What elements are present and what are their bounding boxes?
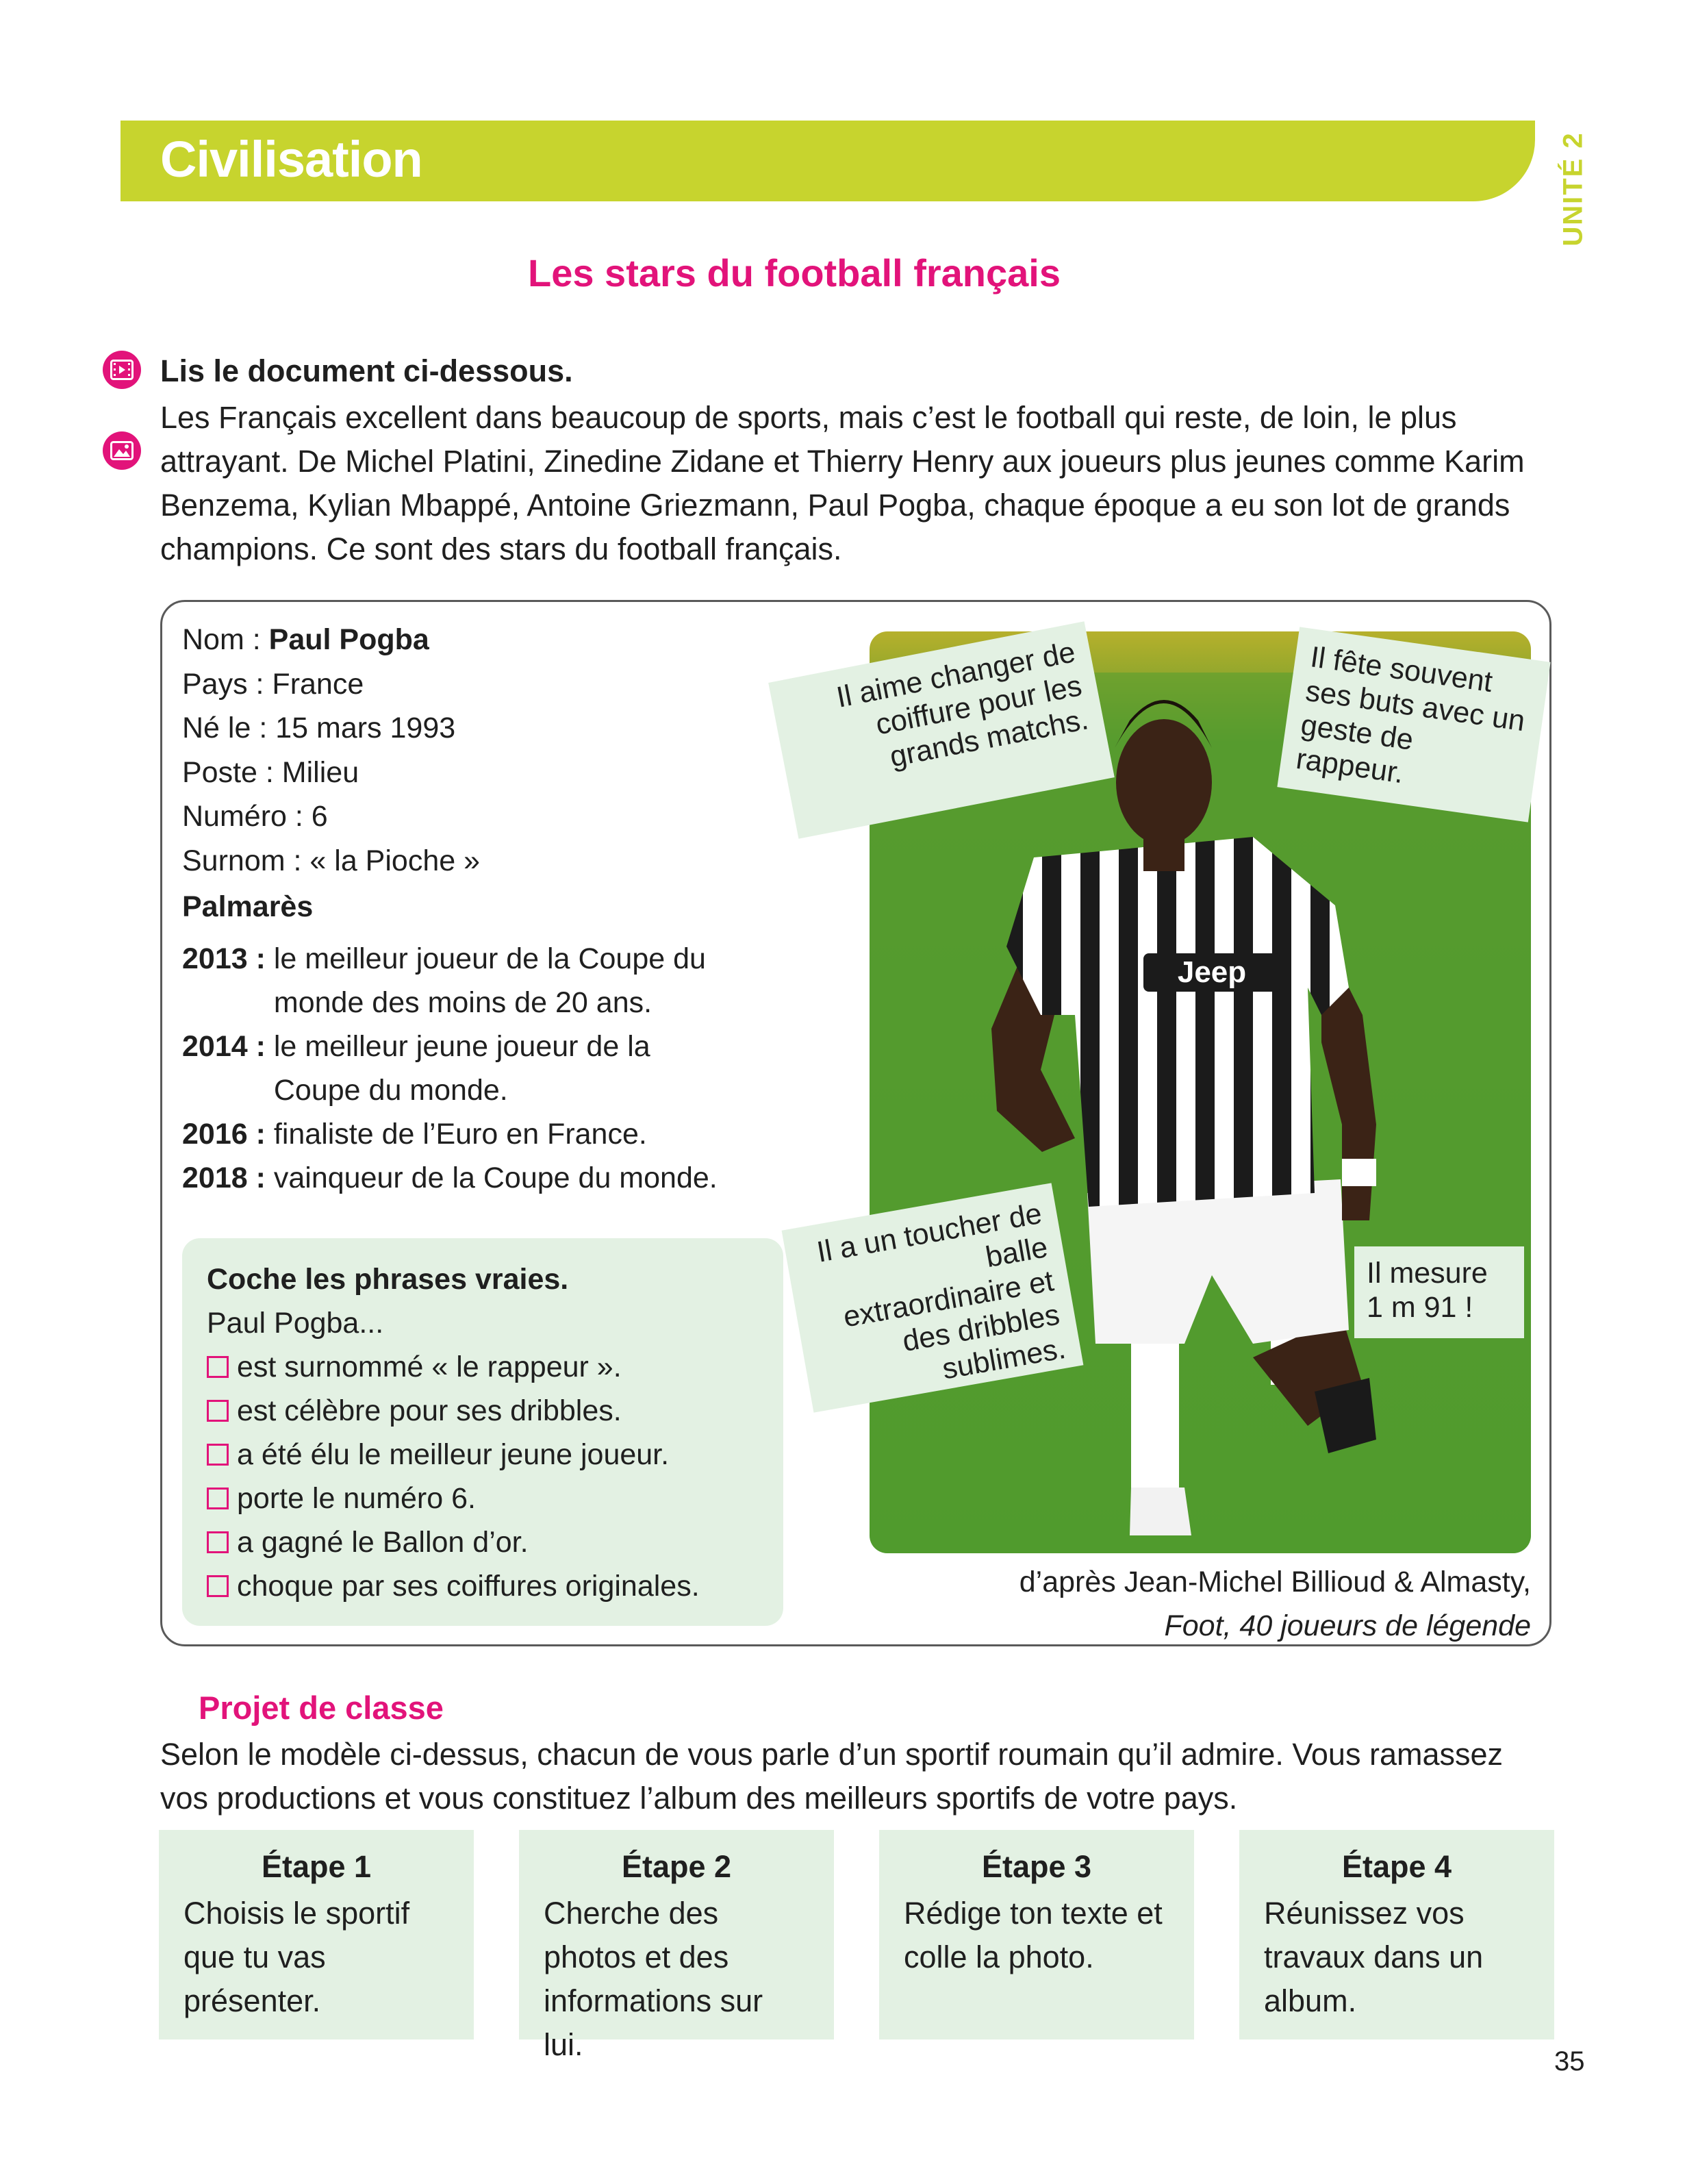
step-text: Rédige ton texte et colle la photo. bbox=[904, 1896, 1163, 1974]
credit-line-2: Foot, 40 joueurs de légende bbox=[1164, 1609, 1531, 1642]
palmares-year: 2016 : bbox=[182, 1118, 274, 1151]
step-box bbox=[519, 1830, 834, 2062]
step-box bbox=[159, 1830, 474, 2039]
palmares-year: 2014 : bbox=[182, 1030, 274, 1063]
profile-name bbox=[182, 618, 480, 662]
checkbox[interactable] bbox=[207, 1575, 229, 1597]
step-title: Étape 4 bbox=[1341, 1849, 1452, 1884]
palmares-year: 2018 : bbox=[182, 1162, 274, 1194]
step-box bbox=[1239, 1830, 1554, 2039]
checkbox[interactable] bbox=[207, 1531, 229, 1553]
checkbox[interactable] bbox=[207, 1356, 229, 1378]
caption-bubble: Il fête souvent ses buts avec un geste de rappeur. bbox=[1277, 627, 1550, 822]
checkbox[interactable] bbox=[207, 1444, 229, 1466]
step-box bbox=[879, 1830, 1194, 2039]
jersey-sponsor: Jeep bbox=[1177, 955, 1247, 989]
caption-bubble: Il aime changer de coiffure pour les grands matchs. bbox=[768, 621, 1115, 838]
page-title: Les stars du football français bbox=[528, 251, 1061, 294]
quiz-item bbox=[207, 1433, 700, 1477]
profile-country: Pays : France bbox=[182, 667, 364, 701]
intro-text: Les Français excellent dans beaucoup de sports, mais c’est le football qui reste, de loin, le plus attrayant. De Michel Platini, Zinedine Zidane et Thierry Henry aux joueurs plus jeunes comme Karim Benzema, Kylian Mbappé, Antoine Griezmann, Paul Pogba, chaque époque a eu son lot de grands champions. Ce sont des stars du football français. bbox=[160, 400, 1525, 566]
quiz-item bbox=[207, 1564, 700, 1608]
quiz-title: Coche les phrases vraies. bbox=[207, 1263, 569, 1296]
photo-credit bbox=[870, 1560, 1531, 1648]
step-text: Choisis le sportif que tu vas présenter. bbox=[183, 1896, 410, 2018]
palmares-text: le meilleur joueur de la Coupe du monde des moins de 20 ans. bbox=[273, 942, 706, 1019]
quiz-item bbox=[207, 1345, 700, 1389]
page-number: 35 bbox=[1554, 2046, 1585, 2076]
project-text: Selon le modèle ci-dessus, chacun de vous parle d’un sportif roumain qu’il admire. Vous ramassez vos productions et vous constituez l’album des meilleurs sportifs de votre pays. bbox=[160, 1737, 1504, 1816]
quiz-box bbox=[182, 1238, 783, 1626]
step-text: Réunissez vos travaux dans un album. bbox=[1264, 1896, 1484, 2018]
name-value: Paul Pogba bbox=[268, 623, 429, 656]
palmares-item bbox=[182, 937, 718, 1025]
video-icon[interactable] bbox=[103, 351, 141, 389]
unit-label-text: UNITÉ 2 bbox=[1558, 131, 1588, 247]
palmares-list bbox=[182, 937, 718, 1200]
palmares-text: finaliste de l’Euro en France. bbox=[273, 1118, 647, 1151]
quiz-item-text: est surnommé « le rappeur ». bbox=[237, 1351, 622, 1383]
palmares-item bbox=[182, 1156, 718, 1200]
palmares-item bbox=[182, 1025, 718, 1112]
step-title: Étape 2 bbox=[621, 1849, 732, 1884]
step-title: Étape 3 bbox=[981, 1849, 1092, 1884]
quiz-item-text: porte le numéro 6. bbox=[237, 1482, 476, 1515]
palmares-item bbox=[182, 1112, 718, 1156]
unit-label bbox=[1543, 121, 1604, 258]
quiz-item bbox=[207, 1520, 700, 1564]
profile-position: Poste : Milieu bbox=[182, 755, 359, 789]
palmares-year: 2013 : bbox=[182, 942, 274, 975]
intro-heading: Lis le document ci-dessous. bbox=[160, 353, 573, 388]
palmares-text: vainqueur de la Coupe du monde. bbox=[273, 1162, 718, 1194]
caption-bubble: Il mesure 1 m 91 ! bbox=[1354, 1246, 1524, 1338]
caption-bubble: Il a un toucher de balle extraordinaire et des dribbles sublimes. bbox=[782, 1183, 1084, 1412]
quiz-item-text: choque par ses coiffures originales. bbox=[237, 1570, 700, 1603]
palmares-title: Palmarès bbox=[182, 890, 314, 923]
checkbox[interactable] bbox=[207, 1400, 229, 1422]
quiz-item-text: est célèbre pour ses dribbles. bbox=[237, 1394, 622, 1427]
project-title: Projet de classe bbox=[199, 1690, 444, 1726]
palmares-text: le meilleur jeune joueur de la Coupe du monde. bbox=[273, 1030, 650, 1107]
step-text: Cherche des photos et des informations sur lui. bbox=[544, 1896, 763, 2062]
image-icon[interactable] bbox=[103, 431, 141, 470]
quiz-item bbox=[207, 1389, 700, 1433]
profile-nickname: Surnom : « la Pioche » bbox=[182, 844, 481, 877]
quiz-item-text: a gagné le Ballon d’or. bbox=[237, 1526, 529, 1559]
quiz-subject: Paul Pogba... bbox=[207, 1307, 384, 1340]
profile-info bbox=[182, 618, 480, 883]
checkbox[interactable] bbox=[207, 1488, 229, 1509]
step-title: Étape 1 bbox=[261, 1849, 372, 1884]
name-label: Nom : bbox=[182, 623, 269, 656]
quiz-item-text: a été élu le meilleur jeune joueur. bbox=[237, 1438, 670, 1471]
section-title: Civilisation bbox=[160, 131, 422, 188]
profile-number: Numéro : 6 bbox=[182, 800, 328, 833]
quiz-item bbox=[207, 1477, 700, 1520]
credit-line-1: d’après Jean-Michel Billioud & Almasty, bbox=[1019, 1566, 1531, 1598]
profile-born: Né le : 15 mars 1993 bbox=[182, 712, 456, 744]
